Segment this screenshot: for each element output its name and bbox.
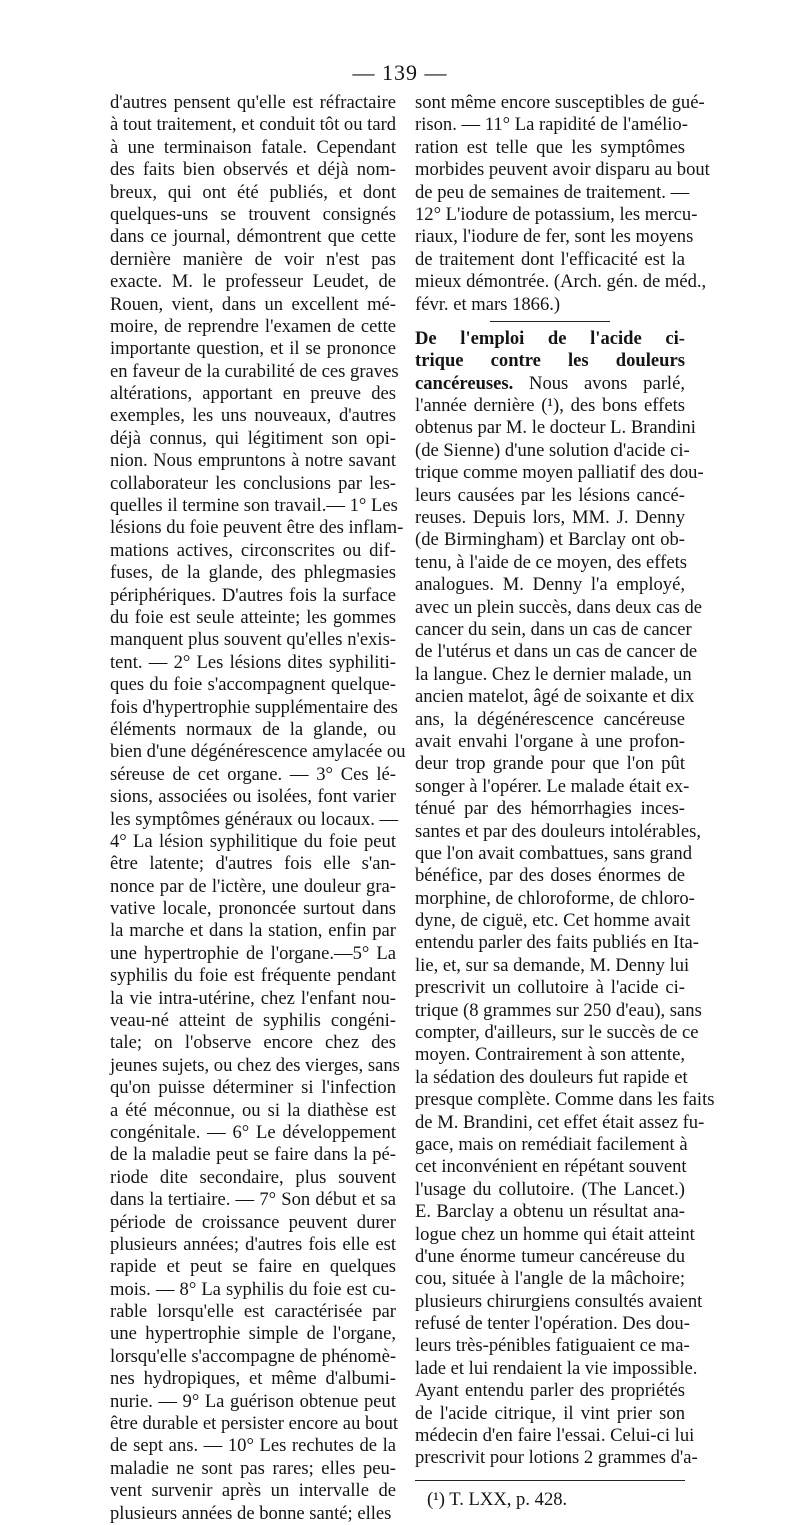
text-line: médecin d'en faire l'essai. Celui-ci lui: [415, 1425, 695, 1447]
text-line: vative locale, prononcée surtout dans: [110, 898, 396, 920]
text-line: songer à l'opérer. Le malade était ex-: [415, 775, 690, 797]
text-line: cet inconvénient en répétant souvent: [415, 1156, 687, 1178]
text-line: qu'on puisse déterminer si l'infection: [110, 1077, 396, 1099]
text-line: trique (8 grammes sur 250 d'eau), sans: [415, 999, 702, 1021]
text-line: l'usage du collutoire. (The Lancet.): [415, 1178, 685, 1200]
text-line: tale; on l'observe encore chez des: [110, 1032, 396, 1054]
text-line: ques du foie s'accompagnent quelque-: [110, 674, 396, 696]
text-line: exemples, les uns nouveaux, d'autres: [110, 405, 396, 427]
text-line: 4° La lésion syphilitique du foie peut: [110, 830, 396, 852]
text-line: ration est telle que les symptômes: [415, 136, 685, 158]
text-line: importante question, et il se prononce: [110, 338, 396, 360]
text-line: moire, de reprendre l'examen de cette: [110, 315, 396, 337]
text-line: dans ce journal, démontrent que cette: [110, 226, 396, 248]
left-column: [110, 92, 406, 1525]
text-line: à tout traitement, et conduit tôt ou tard: [110, 114, 397, 136]
text-line: mois. — 8° La syphilis du foie est cu-: [110, 1278, 396, 1300]
text-line: plusieurs années de bonne santé; elles: [110, 1502, 392, 1524]
text-line: logue chez un homme qui était atteint: [415, 1223, 695, 1245]
text-line: riaux, l'iodure de fer, sont les moyens: [415, 226, 694, 248]
text-line: d'autres pensent qu'elle est réfractaire: [110, 92, 396, 113]
text-line: maladie ne sont pas rares; elles peu-: [110, 1457, 396, 1479]
text-line: nonce par de l'ictère, une douleur gra-: [110, 875, 396, 897]
text-line: les symptômes généraux ou locaux. —: [110, 808, 399, 830]
heading-line-1: De l'emploi de l'acide ci-: [415, 327, 685, 349]
text-line: compter, d'ailleurs, sur le succès de ce: [415, 1022, 699, 1044]
text-line: ancien matelot, âgé de soixante et dix: [415, 686, 695, 708]
text-line: la marche et dans la station, enfin par: [110, 920, 396, 942]
text-line: reuses. Depuis lors, MM. J. Denny: [415, 507, 685, 529]
article-body: [415, 395, 715, 1470]
text-line: vent survenir après un intervalle de: [110, 1480, 396, 1502]
text-line: (de Birmingham) et Barclay ont ob-: [415, 529, 685, 551]
text-line: ans, la dégénérescence cancéreuse: [415, 708, 685, 730]
text-line: bien d'une dégénérescence amylacée ou: [110, 741, 406, 763]
text-line: syphilis du foie est fréquente pendant: [110, 965, 396, 987]
text-line: rapide et peut se faire en quelques: [110, 1256, 396, 1278]
text-line: être durable et persister encore au bout: [110, 1413, 399, 1435]
text-line: a été méconnue, ou si la diathèse est: [110, 1099, 396, 1121]
text-line: rison. — 11° La rapidité de l'amélio-: [415, 114, 688, 136]
text-line: des faits bien observés et déjà nom-: [110, 159, 396, 181]
text-line: lade et lui rendaient la vie impossible.: [415, 1357, 698, 1379]
text-line: une hypertrophie de l'organe.—5° La: [110, 942, 396, 964]
text-line: quelles il termine son travail.— 1° Les: [110, 495, 398, 517]
text-line: refusé de tenter l'opération. Des dou-: [415, 1313, 690, 1335]
text-line: obtenus par M. le docteur L. Brandini: [415, 417, 696, 439]
text-line: du foie est seule atteinte; les gommes: [110, 606, 396, 628]
text-line: de M. Brandini, cet effet était assez fu-: [415, 1111, 705, 1133]
text-line: manquent plus souvent qu'elles n'exis-: [110, 629, 396, 651]
text-line: l'année dernière (¹), des bons effets: [415, 395, 685, 417]
text-line: période de croissance peuvent durer: [110, 1211, 396, 1233]
text-line: lorsqu'elle s'accompagne de phénomè-: [110, 1345, 397, 1367]
text-line: prescrivit pour lotions 2 grammes d'a-: [415, 1447, 698, 1469]
text-line: de traitement dont l'efficacité est la: [415, 248, 685, 270]
text-line: févr. et mars 1866.): [415, 293, 561, 315]
text-line: dans la tertiaire. — 7° Son début et sa: [110, 1189, 396, 1211]
text-line: la vie intra-utérine, chez l'enfant nou-: [110, 987, 396, 1009]
text-line: être latente; d'autres fois elle s'an-: [110, 853, 396, 875]
text-line: que l'on avait combattues, sans grand: [415, 842, 693, 864]
text-line: plusieurs chirurgiens consultés avaient: [415, 1290, 703, 1312]
heading-line-2: trique contre les douleurs: [415, 350, 685, 372]
heading-line-3-text: Nous avons parlé,: [513, 372, 685, 394]
text-line: de peu de semaines de traitement. —: [415, 181, 690, 203]
text-line: avec un plein succès, dans deux cas de: [415, 596, 703, 618]
right-column-continuation: [415, 92, 710, 316]
section-divider: [490, 321, 610, 322]
heading-line-3: [415, 373, 685, 395]
text-line: nion. Nous empruntons à notre savant: [110, 450, 396, 472]
text-line: (de Sienne) d'une solution d'acide ci-: [415, 439, 690, 461]
text-line: E. Barclay a obtenu un résultat ana-: [415, 1201, 685, 1223]
text-line: dyne, de ciguë, etc. Cet homme avait: [415, 910, 691, 932]
text-line: morphine, de chloroforme, de chloro-: [415, 887, 695, 909]
text-line: nes hydropiques, et même d'albumi-: [110, 1368, 396, 1390]
article-heading: [415, 328, 685, 395]
text-line: entendu parler des faits publiés en Ita-: [415, 932, 699, 954]
text-line: bénéfice, par des doses énormes de: [415, 865, 685, 887]
text-line: presque complète. Comme dans les faits: [415, 1089, 715, 1111]
text-line: analogues. M. Denny l'a employé,: [415, 574, 685, 596]
text-line: fuses, de la glande, des phlegmasies: [110, 562, 396, 584]
text-line: d'une énorme tumeur cancéreuse du: [415, 1245, 685, 1267]
text-line: Rouen, vient, dans un excellent mé-: [110, 293, 396, 315]
text-line: prescrivit un collutoire à l'acide ci-: [415, 977, 685, 999]
text-line: leurs très-pénibles fatiguaient ce ma-: [415, 1335, 690, 1357]
text-line: deur trop grande pour que l'on pût: [415, 753, 685, 775]
text-line: avait envahi l'organe à une profon-: [415, 730, 685, 752]
text-line: rable lorsqu'elle est caractérisée par: [110, 1301, 396, 1323]
text-line: quelques-uns se trouvent consignés: [110, 203, 396, 225]
text-line: riode dite secondaire, plus souvent: [110, 1166, 396, 1188]
text-line: cou, située à l'angle de la mâchoire;: [415, 1268, 685, 1290]
text-line: en faveur de la curabilité de ces graves: [110, 360, 399, 382]
footnote-rule: [415, 1480, 685, 1481]
text-line: exacte. M. le professeur Leudet, de: [110, 271, 396, 293]
text-line: la langue. Chez le dernier malade, un: [415, 663, 692, 685]
right-column: [415, 92, 715, 1511]
text-line: ténué par des hémorrhagies inces-: [415, 798, 685, 820]
text-line: lie, et, sur sa demande, M. Denny lui: [415, 954, 690, 976]
text-line: moyen. Contrairement à son attente,: [415, 1044, 685, 1066]
text-line: mations actives, circonscrites ou dif-: [110, 539, 396, 561]
text-line: de la maladie peut se faire dans la pé-: [110, 1144, 396, 1166]
text-line: plusieurs années; d'autres fois elle est: [110, 1233, 396, 1255]
text-line: une hypertrophie simple de l'organe,: [110, 1323, 396, 1345]
text-line: dernière manière de voir n'est pas: [110, 248, 396, 270]
text-line: périphériques. D'autres fois la surface: [110, 584, 396, 606]
text-line: gace, mais on remédiait facilement à: [415, 1133, 688, 1155]
text-line: santes et par des douleurs intolérables,: [415, 820, 702, 842]
text-line: à une terminaison fatale. Cependant: [110, 136, 396, 158]
text-line: de sept ans. — 10° Les rechutes de la: [110, 1435, 396, 1457]
text-line: déjà connus, qui légitiment son opi-: [110, 427, 396, 449]
text-line: sont même encore susceptibles de gué-: [415, 92, 705, 113]
text-line: 12° L'iodure de potassium, les mercu-: [415, 203, 698, 225]
text-line: leurs causées par les lésions cancé-: [415, 484, 685, 506]
text-line: séreuse de cet organe. — 3° Ces lé-: [110, 763, 396, 785]
text-line: morbides peuvent avoir disparu au bout: [415, 159, 710, 181]
text-line: tenu, à l'aide de ce moyen, des effets: [415, 551, 687, 573]
text-line: mieux démontrée. (Arch. gén. de méd.,: [415, 271, 707, 293]
text-line: congénitale. — 6° Le développement: [110, 1121, 396, 1143]
text-line: de l'acide citrique, il vint prier son: [415, 1402, 685, 1424]
text-line: cancer du sein, dans un cas de cancer: [415, 618, 692, 640]
text-line: altérations, apportant en preuve des: [110, 383, 396, 405]
text-line: éléments normaux de la glande, ou: [110, 718, 396, 740]
text-line: nurie. — 9° La guérison obtenue peut: [110, 1390, 396, 1412]
text-line: la sédation des douleurs fut rapide et: [415, 1066, 688, 1088]
text-line: tent. — 2° Les lésions dites syphiliti-: [110, 651, 396, 673]
text-line: fois d'hypertrophie supplémentaire des: [110, 696, 398, 718]
text-line: de l'utérus et dans un cas de cancer de: [415, 641, 698, 663]
text-line: jeunes sujets, ou chez des vierges, sans: [110, 1054, 400, 1076]
heading-bold-word: cancéreuses.: [415, 372, 514, 394]
text-line: trique comme moyen palliatif des dou-: [415, 462, 704, 484]
text-line: Ayant entendu parler des propriétés: [415, 1380, 685, 1402]
footnote: (¹) T. LXX, p. 428.: [427, 1488, 568, 1510]
text-line: breux, qui ont été publiés, et dont: [110, 181, 396, 203]
text-line: lésions du foie peuvent être des inflam-: [110, 517, 404, 539]
text-line: veau-né atteint de syphilis congéni-: [110, 1010, 396, 1032]
page-number: — 139 —: [352, 60, 448, 85]
text-line: collaborateur les conclusions par les-: [110, 472, 396, 494]
text-line: sions, associées ou isolées, font varier: [110, 786, 396, 808]
